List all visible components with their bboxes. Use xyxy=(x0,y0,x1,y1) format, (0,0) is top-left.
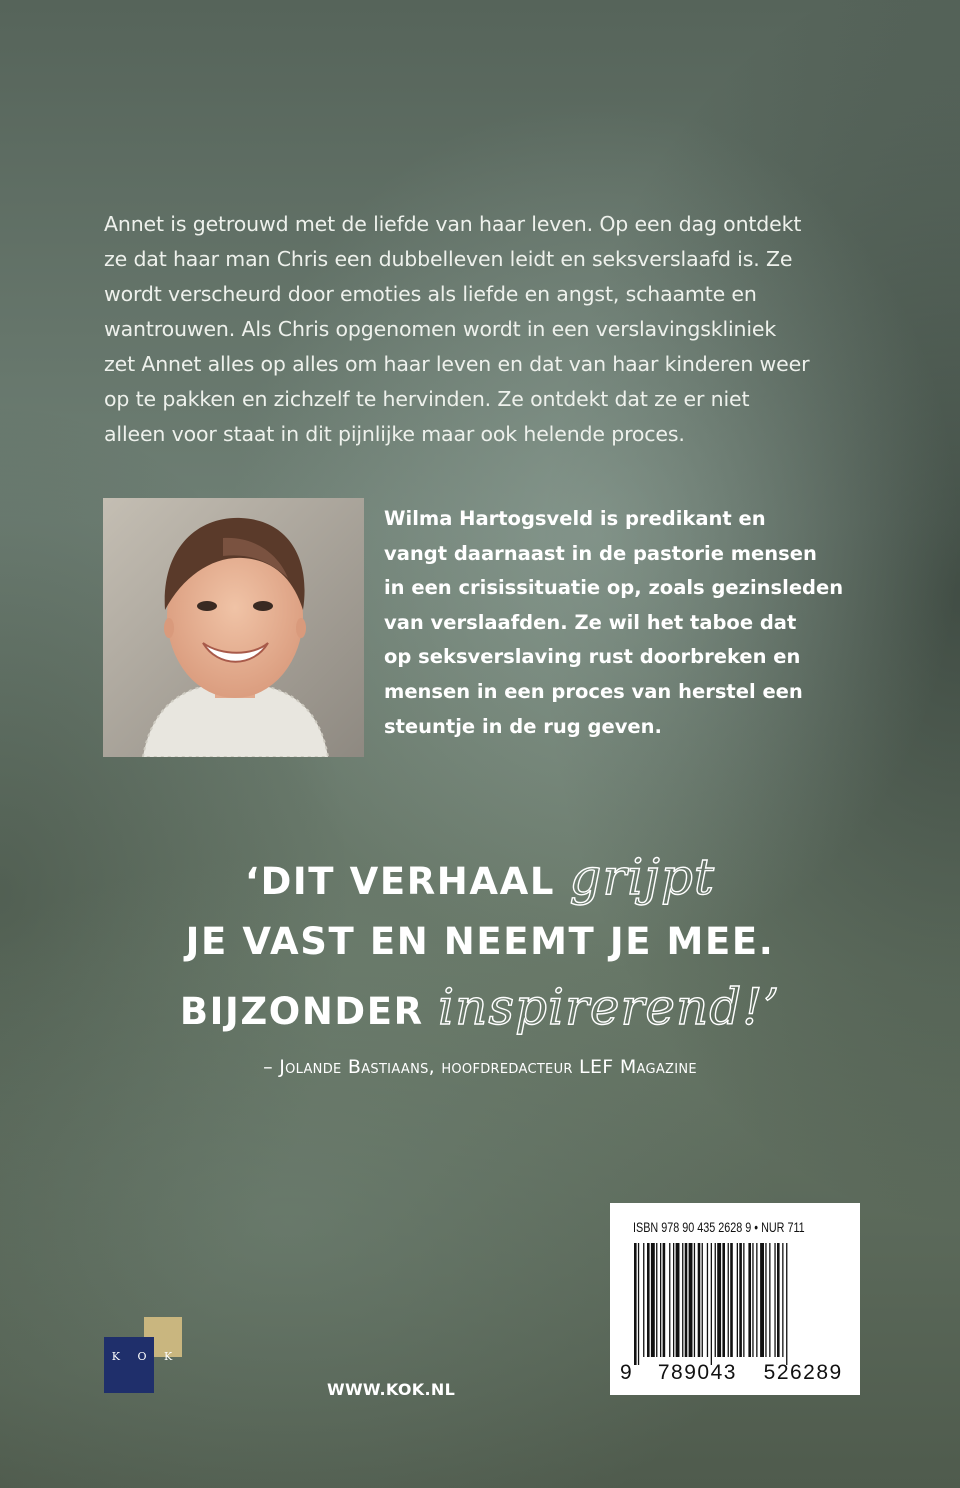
bio-line: steuntje in de rug geven. xyxy=(384,714,662,738)
blurb-line: wantrouwen. Als Chris opgenomen wordt in een verslavingskliniek xyxy=(104,317,777,341)
barcode-bar xyxy=(694,1243,695,1357)
barcode-bar xyxy=(737,1243,738,1357)
barcode-bar xyxy=(634,1243,637,1365)
barcode-bar xyxy=(782,1243,783,1357)
isbn-line: ISBN 978 90 435 2628 9 • NUR 711 xyxy=(633,1220,805,1235)
barcode-bar xyxy=(786,1243,787,1365)
barcode-bar xyxy=(676,1243,680,1357)
quote-script-word: inspirerend!’ xyxy=(438,978,781,1036)
quote-line-3 xyxy=(0,978,960,1036)
blurb-text xyxy=(104,207,874,452)
bio-line: Wilma Hartogsveld is predikant en xyxy=(384,507,766,530)
barcode-bar xyxy=(748,1243,751,1357)
bio-line: van verslaafden. Ze wil het taboe dat xyxy=(384,610,797,634)
publisher-logo xyxy=(104,1317,182,1393)
barcode-bar xyxy=(669,1243,670,1357)
barcode-bar xyxy=(707,1243,708,1357)
barcode-bar xyxy=(663,1243,666,1357)
author-bio xyxy=(384,502,884,744)
logo-letters xyxy=(104,1350,182,1363)
barcode-bar xyxy=(685,1243,688,1357)
barcode-bar xyxy=(765,1243,766,1357)
author-photo xyxy=(103,498,364,757)
barcode-bar xyxy=(769,1243,770,1357)
logo-letter: O xyxy=(137,1350,149,1363)
barcode-number-group1: 789043 xyxy=(657,1361,737,1384)
barcode-bar xyxy=(774,1243,775,1357)
barcode-bar xyxy=(689,1243,693,1357)
barcode-bar xyxy=(739,1243,742,1357)
barcode-bar xyxy=(715,1243,716,1357)
barcode-number xyxy=(620,1361,860,1385)
barcode-bar xyxy=(651,1243,655,1357)
isbn-barcode xyxy=(610,1203,860,1395)
logo-letter: K xyxy=(111,1350,122,1363)
quote-line-2: JE VAST EN NEEMT JE MEE. xyxy=(185,920,775,963)
barcode-bar xyxy=(702,1243,703,1357)
blurb-line: op te pakken en zichzelf te hervinden. Ze ontdekt dat ze er niet xyxy=(104,387,750,411)
publisher-website[interactable]: WWW.KOK.NL xyxy=(327,1380,456,1399)
quote-prefix: ‘DIT VERHAAL xyxy=(244,860,570,903)
barcode-bar xyxy=(728,1243,729,1357)
blurb-line: ze dat haar man Chris een dubbelleven leidt en seksverslaafd is. Ze xyxy=(104,247,793,271)
barcode-bar xyxy=(656,1243,657,1357)
barcode-bar xyxy=(638,1243,639,1365)
barcode-number-group2: 526289 xyxy=(763,1361,843,1384)
barcode-bar xyxy=(717,1243,721,1357)
quote-line-1 xyxy=(0,848,960,906)
barcode-bar xyxy=(673,1243,674,1357)
author-portrait-illustration xyxy=(103,498,364,757)
blurb-line: alleen voor staat in dit pijnlijke maar ook helende proces. xyxy=(104,422,685,446)
barcode-bar xyxy=(743,1243,744,1357)
blurb-line: Annet is getrouwd met de liefde van haar leven. Op een dag ontdekt xyxy=(104,212,802,236)
barcode-bar xyxy=(698,1243,701,1357)
quote-attribution: – Jolande Bastiaans, hoofdredacteur LEF Magazine xyxy=(263,1056,697,1078)
barcode-bar xyxy=(711,1243,712,1365)
barcode-bar xyxy=(660,1243,661,1357)
barcode-bar xyxy=(643,1243,644,1357)
barcode-bar xyxy=(756,1243,757,1357)
blurb-line: zet Annet alles op alles om haar leven en dat van haar kinderen weer xyxy=(104,352,810,376)
barcode-bar xyxy=(682,1243,683,1357)
bio-line: in een crisissituatie op, zoals gezinsleden xyxy=(384,576,844,600)
bio-line: op seksverslaving rust doorbreken en xyxy=(384,645,801,669)
barcode-bar xyxy=(722,1243,725,1357)
barcode-bar xyxy=(760,1243,764,1357)
blurb-line: wordt verscheurd door emoties als liefde en angst, schaamte en xyxy=(104,282,757,306)
quote-script-word: grijpt xyxy=(569,848,716,906)
barcode-bar xyxy=(752,1243,753,1357)
barcode-number-first: 9 xyxy=(620,1361,634,1384)
bio-line: mensen in een proces van herstel een xyxy=(384,679,803,703)
quote-prefix: BIJZONDER xyxy=(179,990,439,1033)
bio-line: vangt daarnaast in de pastorie mensen xyxy=(384,541,817,565)
barcode-bar xyxy=(777,1243,780,1357)
barcode-bar xyxy=(730,1243,733,1357)
logo-letter: K xyxy=(164,1350,175,1363)
barcode-bar xyxy=(647,1243,650,1357)
